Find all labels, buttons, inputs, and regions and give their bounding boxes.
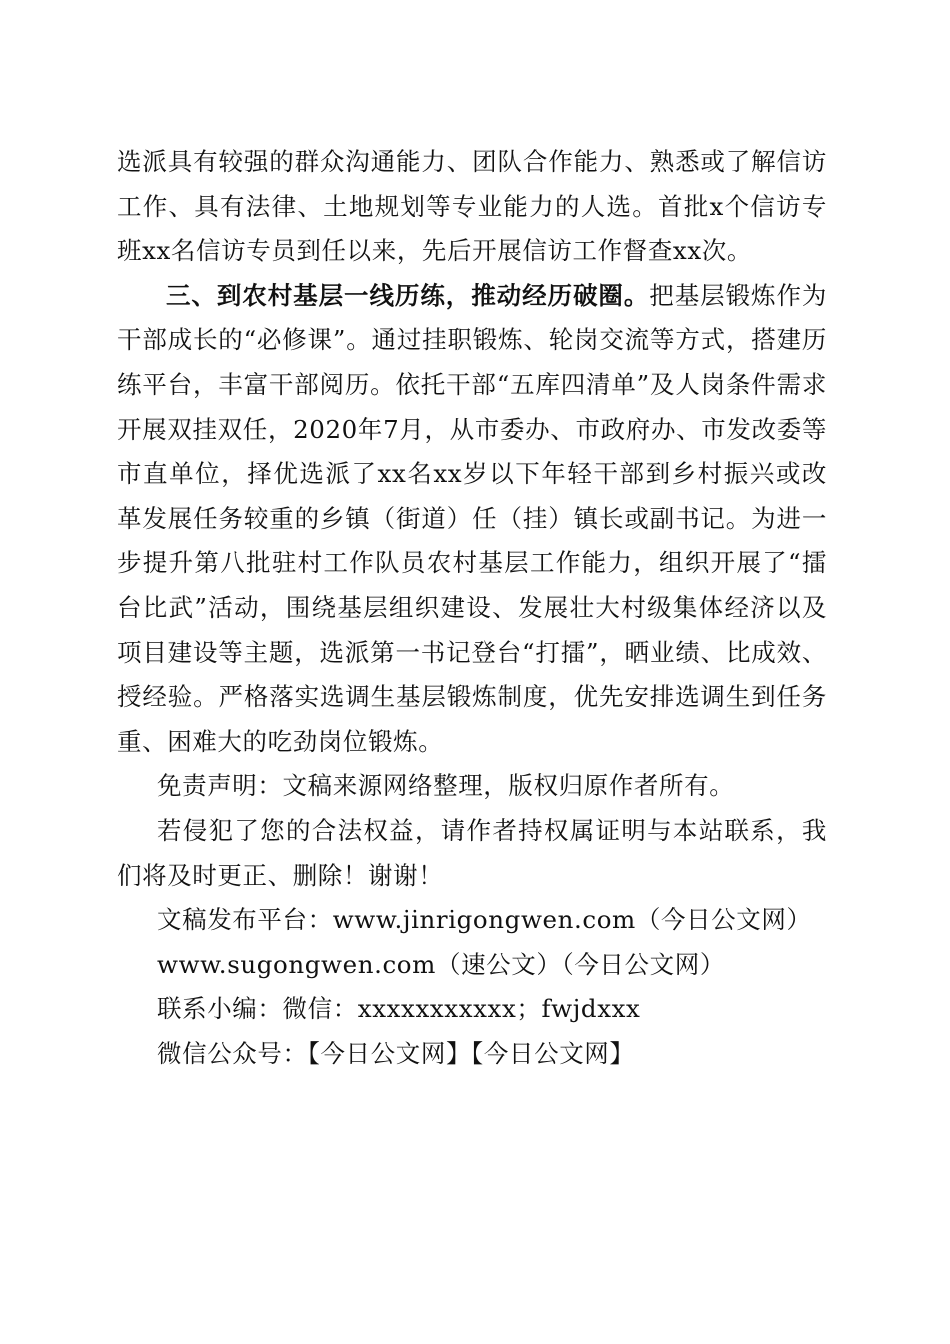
document-body — [117, 140, 827, 1076]
wechat-account-line: 微信公众号：【今日公文网】【今日公文网】 — [157, 1038, 635, 1068]
infringement-notice: 若侵犯了您的合法权益，请作者持权属证明与本站联系，我们将及时更正、删除！谢谢！ — [117, 815, 827, 890]
secondary-site-line: www.sugongwen.com（速公文）（今日公文网） — [157, 949, 725, 979]
publish-platform-line: 文稿发布平台：www.jinrigongwen.com（今日公文网） — [157, 905, 812, 935]
disclaimer-block — [117, 764, 827, 1076]
contact-line: 联系小编：微信：xxxxxxxxxxx；fwjdxxx — [157, 994, 641, 1024]
section-text: 把基层锻炼作为干部成长的“必修课”。通过挂职锻炼、轮岗交流等方式，搭建历练平台，丰富干部阅历。依托干部“五库四清单”及人岗条件需求开展双挂双任，2020年7月，从市委办、市政府办、市发改委等市直单位，择优选派了xx名xx岁以下年轻干部到乡村振兴或改革发展任务较重的乡镇（街道）任（挂）镇长或副书记。为进一步提升第八批驻村工作队员农村基层工作能力，组织开展了“擂台比武”活动，围绕基层组织建设、发展壮大村级集体经济以及项目建设等主题，选派第一书记登台“打擂”，晒业绩、比成效、授经验。严格落实选调生基层锻炼制度，优先安排选调生到任务重、困难大的吃劲岗位锻炼。 — [117, 280, 827, 756]
disclaimer-line: 免责声明：文稿来源网络整理，版权归原作者所有。 — [157, 771, 735, 801]
paragraph-continuation: 选派具有较强的群众沟通能力、团队合作能力、熟悉或了解信访工作、具有法律、土地规划等专业能力的人选。首批x个信访专班xx名信访专员到任以来，先后开展信访工作督查xx次。 — [117, 147, 827, 266]
paragraph-section-three — [117, 274, 827, 765]
section-heading: 三、到农村基层一线历练，推动经历破圈。 — [166, 280, 650, 310]
